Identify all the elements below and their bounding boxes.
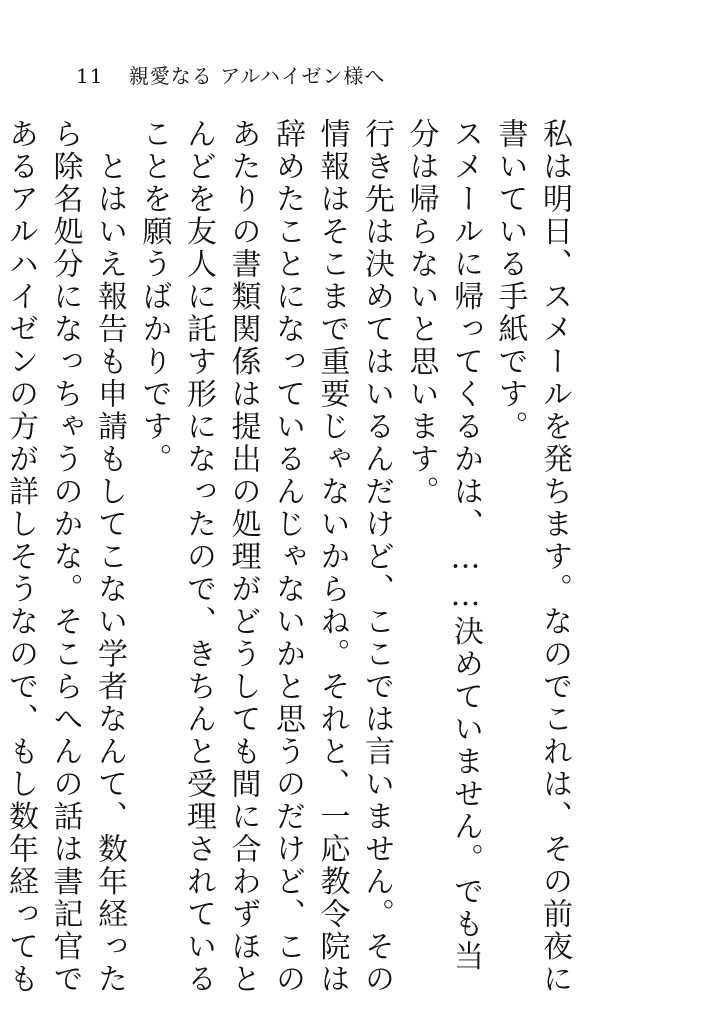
letter-body [3, 118, 576, 998]
paragraph-3: 行き先は決めてはいるんだけど、ここでは言いません。その情報はそこまで重要じゃないからね。それと、一応教令院は辞めたことになっているんじゃないかと思うのだけど、このあたりの書類関係は提出の処理がどうしても間に合わずほとんどを友人に託す形になったので、きちんと受理されていることを願うばかりです。 [136, 118, 394, 996]
paragraph-4: とはいえ報告も申請もしてこない学者なんて、数年経ったら除名処分になっちゃうのかな。そこらへんの話は書記官であるアルハイゼンの方が詳しそうなので、もし数年経っても [3, 118, 127, 996]
page-number: 11 [76, 64, 104, 88]
running-header [76, 60, 385, 89]
paragraph-1: 私は明日、スメールを発ちます。なのでこれは、その前夜に書いている手紙です。 [492, 118, 572, 996]
paragraph-2: スメールに帰ってくるかは、……決めていません。でも当分は帰らないと思います。 [403, 118, 483, 973]
chapter-title: 親愛なる アルハイゼン様へ [128, 64, 386, 88]
